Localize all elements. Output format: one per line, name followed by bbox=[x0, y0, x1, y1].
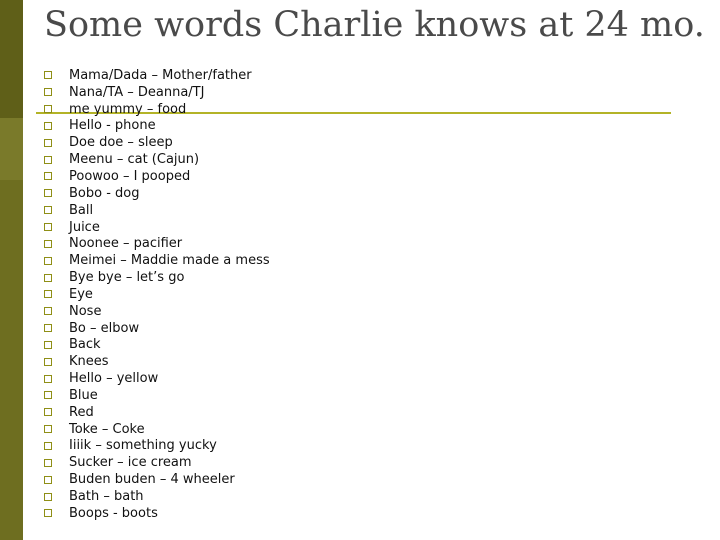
square-bullet-icon bbox=[44, 358, 52, 366]
square-bullet-icon bbox=[44, 442, 52, 450]
list-item bbox=[44, 421, 270, 438]
word-entry-text: Buden buden – 4 wheeler bbox=[69, 472, 235, 488]
square-bullet-icon bbox=[44, 223, 52, 231]
word-entry-text: Poowoo – I pooped bbox=[69, 168, 191, 184]
decorative-sidebar bbox=[0, 0, 23, 540]
square-bullet-icon bbox=[44, 408, 52, 416]
list-item bbox=[44, 337, 270, 354]
word-entry-text: Doe doe – sleep bbox=[69, 135, 173, 151]
word-entry-text: Ball bbox=[69, 202, 94, 218]
square-bullet-icon bbox=[44, 375, 52, 383]
word-list bbox=[44, 67, 270, 522]
word-entry-text: Bo – elbow bbox=[69, 320, 140, 336]
list-item bbox=[44, 286, 270, 303]
word-entry-text: Eye bbox=[69, 286, 93, 302]
square-bullet-icon bbox=[44, 257, 52, 265]
list-item bbox=[44, 151, 270, 168]
word-entry-text: Juice bbox=[69, 219, 100, 235]
list-item bbox=[44, 269, 270, 286]
word-entry-text: Hello - phone bbox=[69, 118, 156, 134]
square-bullet-icon bbox=[44, 324, 52, 332]
square-bullet-icon bbox=[44, 105, 52, 113]
square-bullet-icon bbox=[44, 240, 52, 248]
word-entry-text: Nose bbox=[69, 303, 102, 319]
list-item bbox=[44, 84, 270, 101]
list-item bbox=[44, 438, 270, 455]
square-bullet-icon bbox=[44, 172, 52, 180]
square-bullet-icon bbox=[44, 139, 52, 147]
list-item bbox=[44, 353, 270, 370]
word-entry-text: Noonee – pacifier bbox=[69, 236, 183, 252]
word-entry-text: Meenu – cat (Cajun) bbox=[69, 152, 200, 168]
square-bullet-icon bbox=[44, 476, 52, 484]
list-item bbox=[44, 488, 270, 505]
list-item bbox=[44, 404, 270, 421]
list-item bbox=[44, 320, 270, 337]
list-item bbox=[44, 101, 270, 118]
list-item bbox=[44, 252, 270, 269]
list-item bbox=[44, 370, 270, 387]
word-entry-text: Bobo - dog bbox=[69, 185, 140, 201]
square-bullet-icon bbox=[44, 425, 52, 433]
list-item bbox=[44, 303, 270, 320]
square-bullet-icon bbox=[44, 459, 52, 467]
list-item bbox=[44, 387, 270, 404]
list-item bbox=[44, 134, 270, 151]
list-item bbox=[44, 185, 270, 202]
list-item bbox=[44, 118, 270, 135]
word-entry-text: me yummy – food bbox=[69, 101, 187, 117]
word-entry-text: Knees bbox=[69, 354, 109, 370]
list-item bbox=[44, 219, 270, 236]
word-entry-text: Red bbox=[69, 404, 94, 420]
word-entry-text: Sucker – ice cream bbox=[69, 455, 192, 471]
word-entry-text: Boops - boots bbox=[69, 505, 158, 521]
list-item bbox=[44, 471, 270, 488]
square-bullet-icon bbox=[44, 274, 52, 282]
word-entry-text: Toke – Coke bbox=[69, 421, 145, 437]
list-item bbox=[44, 505, 270, 522]
square-bullet-icon bbox=[44, 290, 52, 298]
word-entry-text: Bye bye – let’s go bbox=[69, 270, 185, 286]
sidebar-segment bbox=[0, 0, 23, 118]
word-entry-text: Mama/Dada – Mother/father bbox=[69, 67, 252, 83]
square-bullet-icon bbox=[44, 156, 52, 164]
word-entry-text: Blue bbox=[69, 387, 98, 403]
list-item bbox=[44, 168, 270, 185]
list-item bbox=[44, 67, 270, 84]
square-bullet-icon bbox=[44, 341, 52, 349]
square-bullet-icon bbox=[44, 122, 52, 130]
word-entry-text: Meimei – Maddie made a mess bbox=[69, 253, 270, 269]
list-item bbox=[44, 235, 270, 252]
square-bullet-icon bbox=[44, 71, 52, 79]
sidebar-segment bbox=[0, 118, 23, 180]
square-bullet-icon bbox=[44, 206, 52, 214]
word-entry-text: Iiiik – something yucky bbox=[69, 438, 217, 454]
word-entry-text: Back bbox=[69, 337, 101, 353]
list-item bbox=[44, 202, 270, 219]
square-bullet-icon bbox=[44, 509, 52, 517]
sidebar-segment bbox=[0, 180, 23, 540]
list-item bbox=[44, 454, 270, 471]
square-bullet-icon bbox=[44, 493, 52, 501]
square-bullet-icon bbox=[44, 88, 52, 96]
word-entry-text: Nana/TA – Deanna/TJ bbox=[69, 84, 205, 100]
word-entry-text: Hello – yellow bbox=[69, 371, 159, 387]
word-entry-text: Bath – bath bbox=[69, 489, 144, 505]
square-bullet-icon bbox=[44, 391, 52, 399]
square-bullet-icon bbox=[44, 189, 52, 197]
square-bullet-icon bbox=[44, 307, 52, 315]
slide-title: Some words Charlie knows at 24 mo. bbox=[44, 5, 705, 45]
